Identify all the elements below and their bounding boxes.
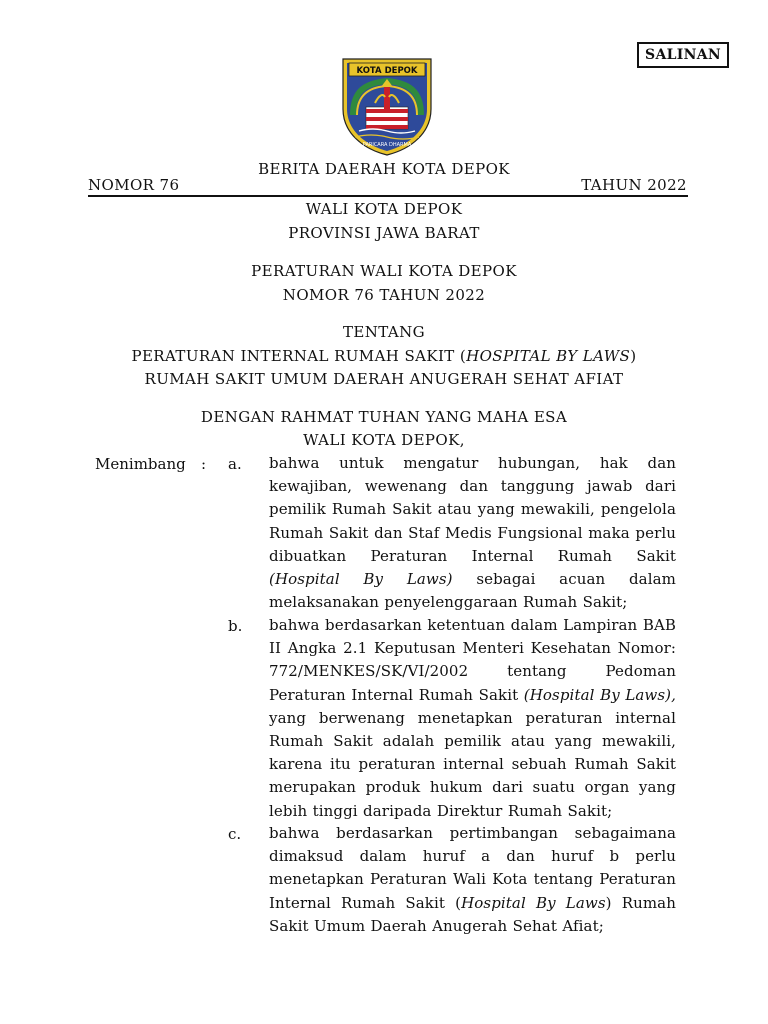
considering-item-b — [269, 614, 676, 823]
subject-line-2: RUMAH SAKIT UMUM DAERAH ANUGERAH SEHAT AFIAT — [144, 370, 624, 388]
considering-item-c — [269, 822, 676, 938]
item-b-italic: (Hospital By Laws), — [523, 685, 676, 704]
item-letter-b: b. — [228, 617, 243, 635]
header-rule — [88, 195, 688, 197]
subject-line-1-a: PERATURAN INTERNAL RUMAH SAKIT ( — [131, 347, 467, 365]
regulation-heading: PERATURAN WALI KOTA DEPOK — [251, 262, 517, 280]
item-a-text-1: bahwa untuk mengatur hubungan, hak dan kewajiban, wewenang dan tanggung jawab dari pemilik Rumah Sakit atau yang mewakili, pengelola Rumah Sakit dan Staf Medis Fungsional maka perlu dibuatkan Peraturan Internal Rumah Sakit — [269, 454, 676, 565]
subject-line-1-italic: HOSPITAL BY LAWS — [466, 347, 631, 365]
item-letter-c: c. — [228, 825, 242, 843]
logo-banner-text: KOTA DEPOK — [356, 66, 418, 76]
considering-colon: : — [201, 455, 207, 473]
kota-depok-coat-of-arms — [339, 57, 435, 157]
blessing-line: DENGAN RAHMAT TUHAN YANG MAHA ESA — [200, 408, 568, 426]
about-heading: TENTANG — [342, 323, 425, 341]
item-a-text-2: sebagai acuan dalam melaksanakan penyelenggaraan Rumah Sakit; — [269, 570, 676, 612]
item-a-italic: (Hospital By Laws) — [269, 570, 453, 589]
item-letter-a: a. — [228, 455, 242, 473]
item-c-text-1: bahwa berdasarkan pertimbangan sebagaimana dimaksud dalam huruf a dan huruf b perlu menetapkan Peraturan Wali Kota tentang Peraturan Internal Rumah Sakit ( — [269, 824, 676, 912]
gazette-year: TAHUN 2022 — [581, 176, 687, 194]
subject-line-1 — [0, 347, 768, 365]
logo-motto: PARICARA DHARMA — [362, 142, 412, 148]
mayor-heading: WALI KOTA DEPOK — [305, 200, 463, 218]
considering-item-a — [269, 452, 676, 614]
salinan-stamp: SALINAN — [637, 42, 729, 68]
gazette-number: NOMOR 76 — [88, 176, 180, 194]
item-c-italic: Hospital By Laws — [461, 893, 606, 912]
item-b-text-1: bahwa berdasarkan ketentuan dalam Lampiran BAB II Angka 2.1 Keputusan Menteri Kesehatan Nomor: 772/MENKES/SK/VI/2002 tentang Pedoman Peraturan Internal Rumah Sakit — [269, 616, 676, 704]
province-heading: PROVINSI JAWA BARAT — [288, 224, 480, 242]
considering-label: Menimbang — [95, 455, 186, 473]
gazette-title: BERITA DAERAH KOTA DEPOK — [258, 160, 510, 178]
item-c-text-2: ) Rumah Sakit Umum Daerah Anugerah Sehat Afiat; — [269, 893, 676, 935]
item-b-text-2: yang berwenang menetapkan peraturan internal Rumah Sakit adalah pemilik atau yang mewakili, karena itu peraturan internal sebuah Rumah Sakit merupakan produk hukum dari suatu organ yang lebih tinggi daripada Direktur Rumah Sakit; — [269, 708, 676, 820]
regulation-number: NOMOR 76 TAHUN 2022 — [282, 286, 486, 304]
subject-line-1-c: ) — [630, 347, 637, 365]
mayor-line: WALI KOTA DEPOK, — [303, 431, 465, 449]
